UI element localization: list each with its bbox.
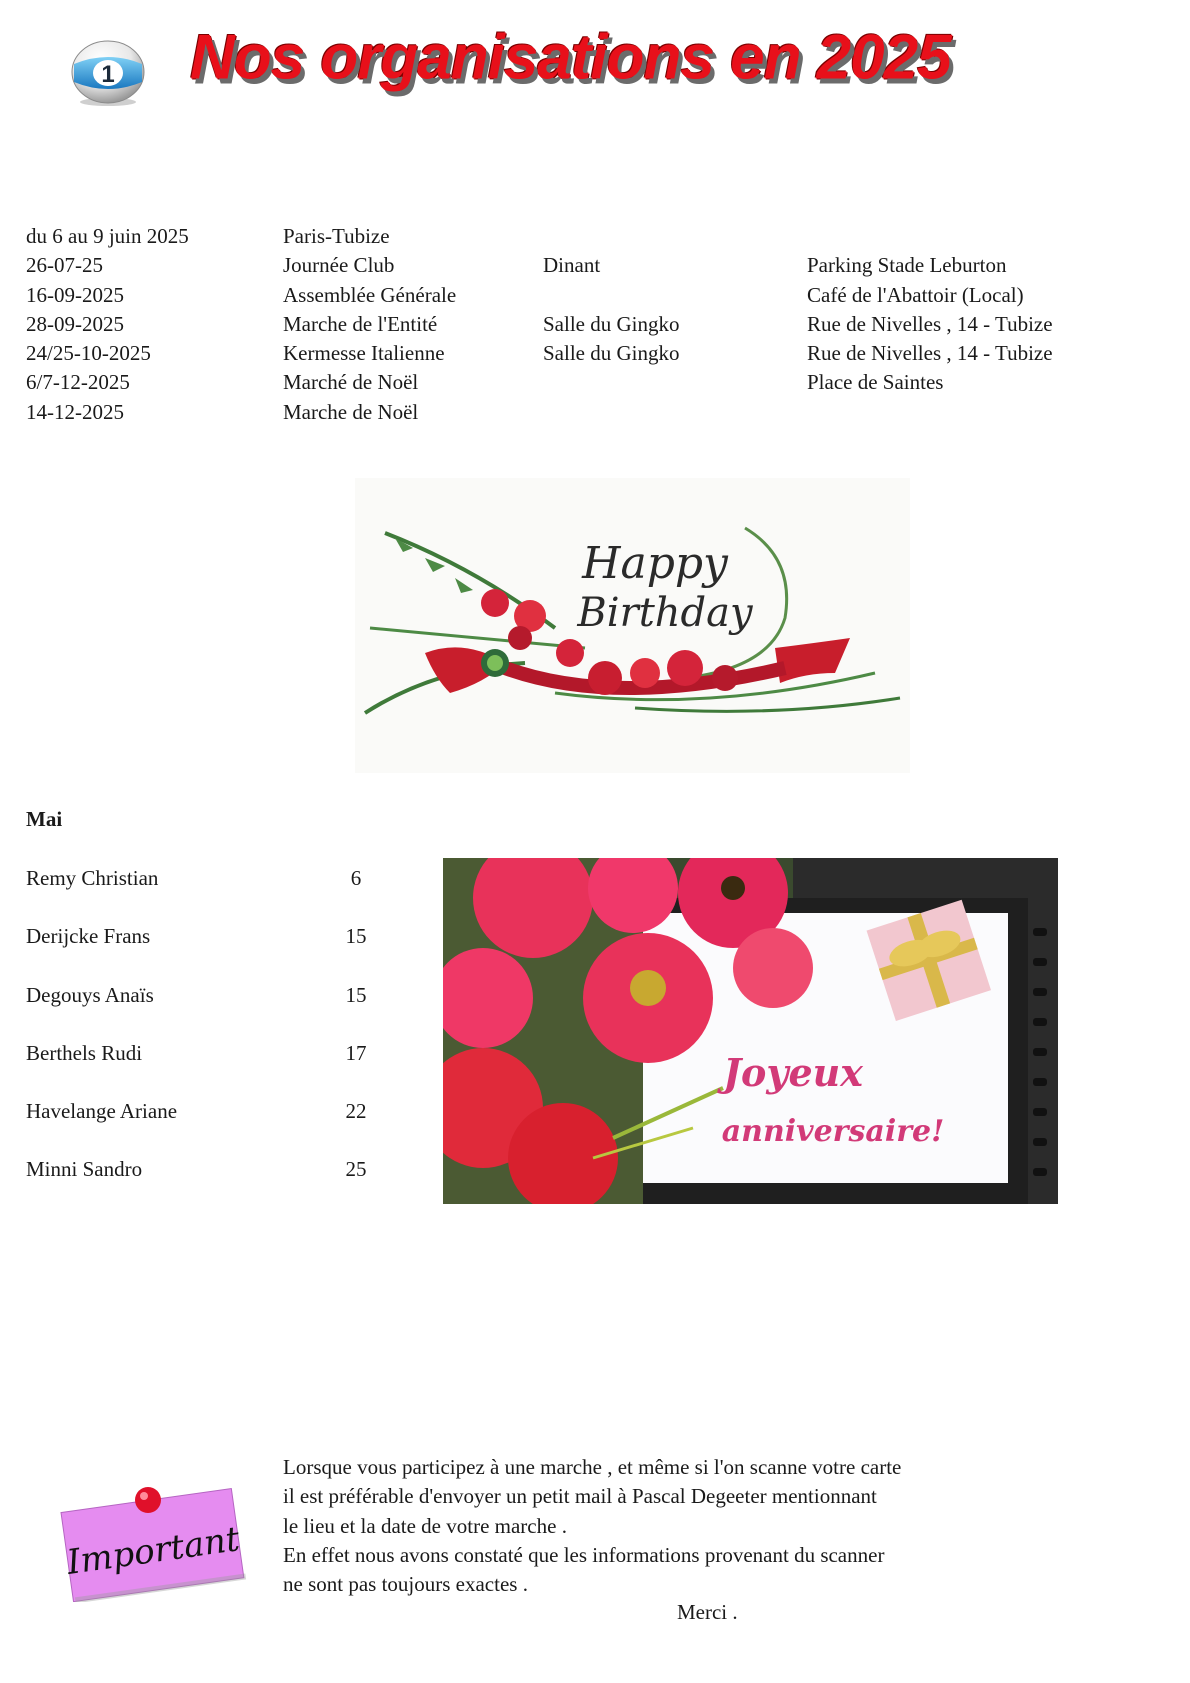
notice-line: il est préférable d'envoyer un petit mail à Pascal Degeeter mentionnant [283, 1484, 877, 1509]
event-name: Marche de l'Entité [283, 311, 438, 336]
event-name: Assemblée Générale [283, 282, 457, 307]
happy-birthday-image [355, 478, 910, 773]
person-name: Derijcke Frans [26, 924, 151, 949]
thanks-text: Merci . [677, 1600, 738, 1624]
event-address: Café de l'Abattoir (Local) [807, 282, 1024, 307]
birthday-day: 22 [345, 1099, 367, 1124]
person-name: Havelange Ariane [26, 1099, 178, 1124]
joyeux-text: Joyeux [723, 1050, 863, 1095]
event-date: du 6 au 9 juin 2025 [26, 224, 189, 248]
important-label: Important [64, 1519, 243, 1583]
event-date: 28-09-2025 [26, 311, 124, 336]
birthday-day: 15 [345, 982, 367, 1007]
event-venue: Salle du Gingko [543, 311, 680, 336]
person-name: Remy Christian [26, 866, 159, 890]
event-venue: Dinant [543, 253, 601, 278]
event-name: Marché de Noël [283, 370, 419, 395]
person-name: Berthels Rudi [26, 1040, 143, 1065]
event-name: Marche de Noël [283, 399, 419, 424]
event-name: Journée Club [283, 253, 395, 278]
badge-number: 1 [101, 61, 115, 88]
page-title: Nos organisations en 2025 [190, 22, 951, 93]
event-date: 16-09-2025 [26, 282, 124, 307]
birthday-day: 6 [350, 866, 362, 890]
happy-text: Happy [582, 538, 728, 589]
event-date: 14-12-2025 [26, 399, 124, 424]
person-name: Minni Sandro [26, 1157, 143, 1182]
person-name: Degouys Anaïs [26, 982, 154, 1007]
event-date: 24/25-10-2025 [26, 341, 151, 366]
event-date: 6/7-12-2025 [26, 370, 130, 395]
notice-line: le lieu et la date de votre marche . [283, 1513, 567, 1538]
birthday-day: 15 [345, 924, 367, 949]
month-label: Mai [26, 807, 63, 831]
event-venue: Salle du Gingko [543, 341, 680, 366]
notice-line: ne sont pas toujours exactes . [283, 1572, 528, 1597]
event-date: 26-07-25 [26, 253, 103, 278]
birthday-text: Birthday [577, 590, 753, 636]
joyeux-anniversaire-image [443, 858, 1058, 1204]
number-ball-icon [68, 38, 148, 108]
notice-line: Lorsque vous participez à une marche , et même si l'on scanne votre carte [283, 1455, 902, 1479]
event-address: Place de Saintes [807, 370, 944, 395]
birthday-day: 17 [345, 1040, 367, 1065]
notice-line: En effet nous avons constaté que les informations provenant du scanner [283, 1542, 885, 1567]
event-address: Rue de Nivelles , 14 - Tubize [807, 311, 1053, 336]
event-address: Rue de Nivelles , 14 - Tubize [807, 341, 1053, 366]
notice-text [283, 1453, 901, 1599]
important-note-icon [58, 1482, 248, 1602]
event-name: Paris-Tubize [283, 224, 390, 248]
event-address: Parking Stade Leburton [807, 253, 1007, 278]
event-name: Kermesse Italienne [283, 341, 445, 366]
anniversaire-text: anniversaire! [721, 1114, 945, 1149]
birthday-day: 25 [345, 1157, 367, 1182]
